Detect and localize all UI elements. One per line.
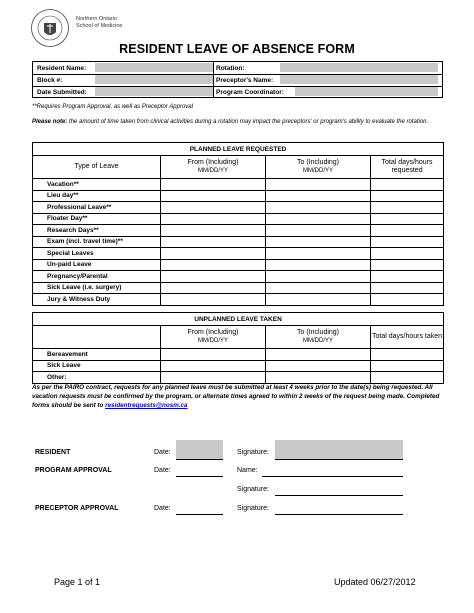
- page-number: Page 1 of 1: [54, 577, 101, 587]
- resident-name-label: Resident Name:: [37, 65, 87, 72]
- table-row: [33, 259, 444, 271]
- col-from: From (Including) MM/DD/YY: [161, 326, 266, 349]
- leave-type-label: Floater Day**: [33, 213, 161, 225]
- leave-type-label: Vacation**: [33, 179, 161, 191]
- to-date-cell[interactable]: [266, 271, 371, 283]
- col-from: From (Including) MM/DD/YY: [161, 156, 266, 179]
- from-date-cell[interactable]: [161, 213, 266, 225]
- leave-type-label: Other:: [33, 372, 161, 384]
- to-date-cell[interactable]: [266, 225, 371, 237]
- from-date-cell[interactable]: [161, 259, 266, 271]
- form-title: RESIDENT LEAVE OF ABSENCE FORM: [119, 42, 355, 56]
- leave-type-label: Sick Leave: [33, 360, 161, 372]
- to-date-cell[interactable]: [266, 213, 371, 225]
- total-cell[interactable]: [371, 294, 444, 306]
- total-cell[interactable]: [371, 190, 444, 202]
- table-row: [33, 372, 444, 384]
- from-date-cell[interactable]: [161, 271, 266, 283]
- email-link[interactable]: residentrequests@nosm.ca: [105, 402, 188, 409]
- to-date-cell[interactable]: [266, 248, 371, 260]
- to-date-cell[interactable]: [266, 179, 371, 191]
- preceptor-signature-field[interactable]: [275, 514, 403, 515]
- block-label: Block #:: [37, 77, 63, 84]
- table-row: [33, 225, 444, 237]
- total-cell[interactable]: [371, 259, 444, 271]
- from-date-cell[interactable]: [161, 179, 266, 191]
- preceptor-signature-label: Signature:: [237, 505, 269, 512]
- from-date-cell[interactable]: [161, 372, 266, 384]
- program-date-field[interactable]: [176, 476, 223, 477]
- to-date-cell[interactable]: [266, 236, 371, 248]
- unplanned-leave-table: [32, 312, 444, 384]
- leave-type-label: Exam (incl. travel time)**: [33, 236, 161, 248]
- total-cell[interactable]: [371, 213, 444, 225]
- from-date-cell[interactable]: [161, 248, 266, 260]
- to-date-cell[interactable]: [266, 349, 371, 361]
- total-cell[interactable]: [371, 179, 444, 191]
- updated-date: Updated 06/27/2012: [334, 577, 416, 587]
- from-date-cell[interactable]: [161, 360, 266, 372]
- program-signature-label: Signature:: [237, 486, 269, 493]
- table-row: [33, 360, 444, 372]
- preceptor-field[interactable]: [280, 75, 438, 84]
- rotation-field[interactable]: [280, 63, 438, 72]
- table-row: [33, 213, 444, 225]
- total-cell[interactable]: [371, 349, 444, 361]
- leave-type-label: Bereavement: [33, 349, 161, 361]
- unplanned-leave-title: UNPLANNED LEAVE TAKEN: [33, 313, 444, 326]
- to-date-cell[interactable]: [266, 282, 371, 294]
- resident-info-box: [32, 61, 443, 98]
- preceptor-label: Preceptor's Name:: [216, 77, 274, 84]
- school-name: Northern Ontario School of Medicine: [76, 16, 123, 29]
- leave-type-label: Professional Leave**: [33, 202, 161, 214]
- total-cell[interactable]: [371, 271, 444, 283]
- to-date-cell[interactable]: [266, 190, 371, 202]
- to-date-cell[interactable]: [266, 294, 371, 306]
- col-to: To (Including) MM/DD/YY: [266, 326, 371, 349]
- from-date-cell[interactable]: [161, 202, 266, 214]
- resident-signature-label: Signature:: [237, 449, 269, 456]
- table-row: [33, 349, 444, 361]
- block-field[interactable]: [95, 75, 213, 84]
- total-cell[interactable]: [371, 248, 444, 260]
- program-signature-field[interactable]: [275, 495, 403, 496]
- planned-leave-table: [32, 142, 444, 306]
- table-row: [33, 202, 444, 214]
- total-cell[interactable]: [371, 202, 444, 214]
- leave-type-label: Special Leaves: [33, 248, 161, 260]
- table-row: [33, 179, 444, 191]
- resident-signature-field[interactable]: [275, 440, 403, 459]
- from-date-cell[interactable]: [161, 236, 266, 248]
- col-to: To (Including) MM/DD/YY: [266, 156, 371, 179]
- resident-name-field[interactable]: [95, 63, 213, 72]
- date-submitted-field[interactable]: [95, 87, 213, 96]
- table-row: [33, 248, 444, 260]
- table-row: [33, 282, 444, 294]
- table-row: [33, 190, 444, 202]
- total-cell[interactable]: [371, 360, 444, 372]
- leave-type-label: Pregnancy/Parental: [33, 271, 161, 283]
- program-name-field[interactable]: [262, 476, 403, 477]
- from-date-cell[interactable]: [161, 190, 266, 202]
- coordinator-label: Program Coordinator:: [216, 89, 284, 96]
- leave-type-label: Lieu day**: [33, 190, 161, 202]
- total-cell[interactable]: [371, 225, 444, 237]
- to-date-cell[interactable]: [266, 202, 371, 214]
- table-row: [33, 236, 444, 248]
- from-date-cell[interactable]: [161, 349, 266, 361]
- col-total-requested: Total days/hours requested: [371, 156, 444, 179]
- preceptor-date-label: Date:: [154, 505, 171, 512]
- from-date-cell[interactable]: [161, 282, 266, 294]
- rotation-label: Rotation:: [216, 65, 245, 72]
- from-date-cell[interactable]: [161, 225, 266, 237]
- planned-leave-title: PLANNED LEAVE REQUESTED: [33, 143, 444, 156]
- please-note: Please note: the amount of time taken from clinical activities during a rotation may impact the preceptors' or program's ability to evaluate the rotation.: [32, 119, 429, 125]
- total-cell[interactable]: [371, 282, 444, 294]
- total-cell[interactable]: [371, 236, 444, 248]
- program-approval-label: PROGRAM APPROVAL: [35, 467, 112, 474]
- total-cell[interactable]: [371, 372, 444, 384]
- contract-note: As per the PAIRO contract, requests for any planned leave must be submitted at least 4 weeks prior to the date(s) being requested. All vacation requests must be confirmed by the program, or alternate times agreed to within 2 weeks of the request being made. Completed forms should be sent to residentrequests@nosm.ca: [32, 384, 440, 409]
- table-row: [33, 294, 444, 306]
- from-date-cell[interactable]: [161, 294, 266, 306]
- to-date-cell[interactable]: [266, 259, 371, 271]
- table-row: [33, 271, 444, 283]
- program-date-label: Date:: [154, 467, 171, 474]
- to-date-cell[interactable]: [266, 360, 371, 372]
- preceptor-date-field[interactable]: [176, 514, 223, 515]
- preceptor-approval-label: PRECEPTOR APPROVAL: [35, 505, 119, 512]
- approval-note: **Requires Program Approval, as well as Preceptor Approval: [32, 104, 193, 110]
- resident-label: RESIDENT: [35, 449, 71, 456]
- leave-type-label: Un-paid Leave: [33, 259, 161, 271]
- leave-type-label: Jury & Witness Duty: [33, 294, 161, 306]
- col-total-taken: Total days/hours taken: [371, 326, 444, 349]
- col-type-of-leave: Type of Leave: [33, 156, 161, 179]
- resident-date-field[interactable]: [176, 440, 223, 459]
- leave-type-label: Sick Leave (i.e. surgery): [33, 282, 161, 294]
- col-type-blank: [33, 326, 161, 349]
- to-date-cell[interactable]: [266, 372, 371, 384]
- resident-date-label: Date:: [154, 449, 171, 456]
- date-submitted-label: Date Submitted:: [37, 89, 87, 96]
- leave-type-label: Research Days**: [33, 225, 161, 237]
- program-name-label: Name:: [237, 467, 258, 474]
- coordinator-field[interactable]: [295, 87, 438, 96]
